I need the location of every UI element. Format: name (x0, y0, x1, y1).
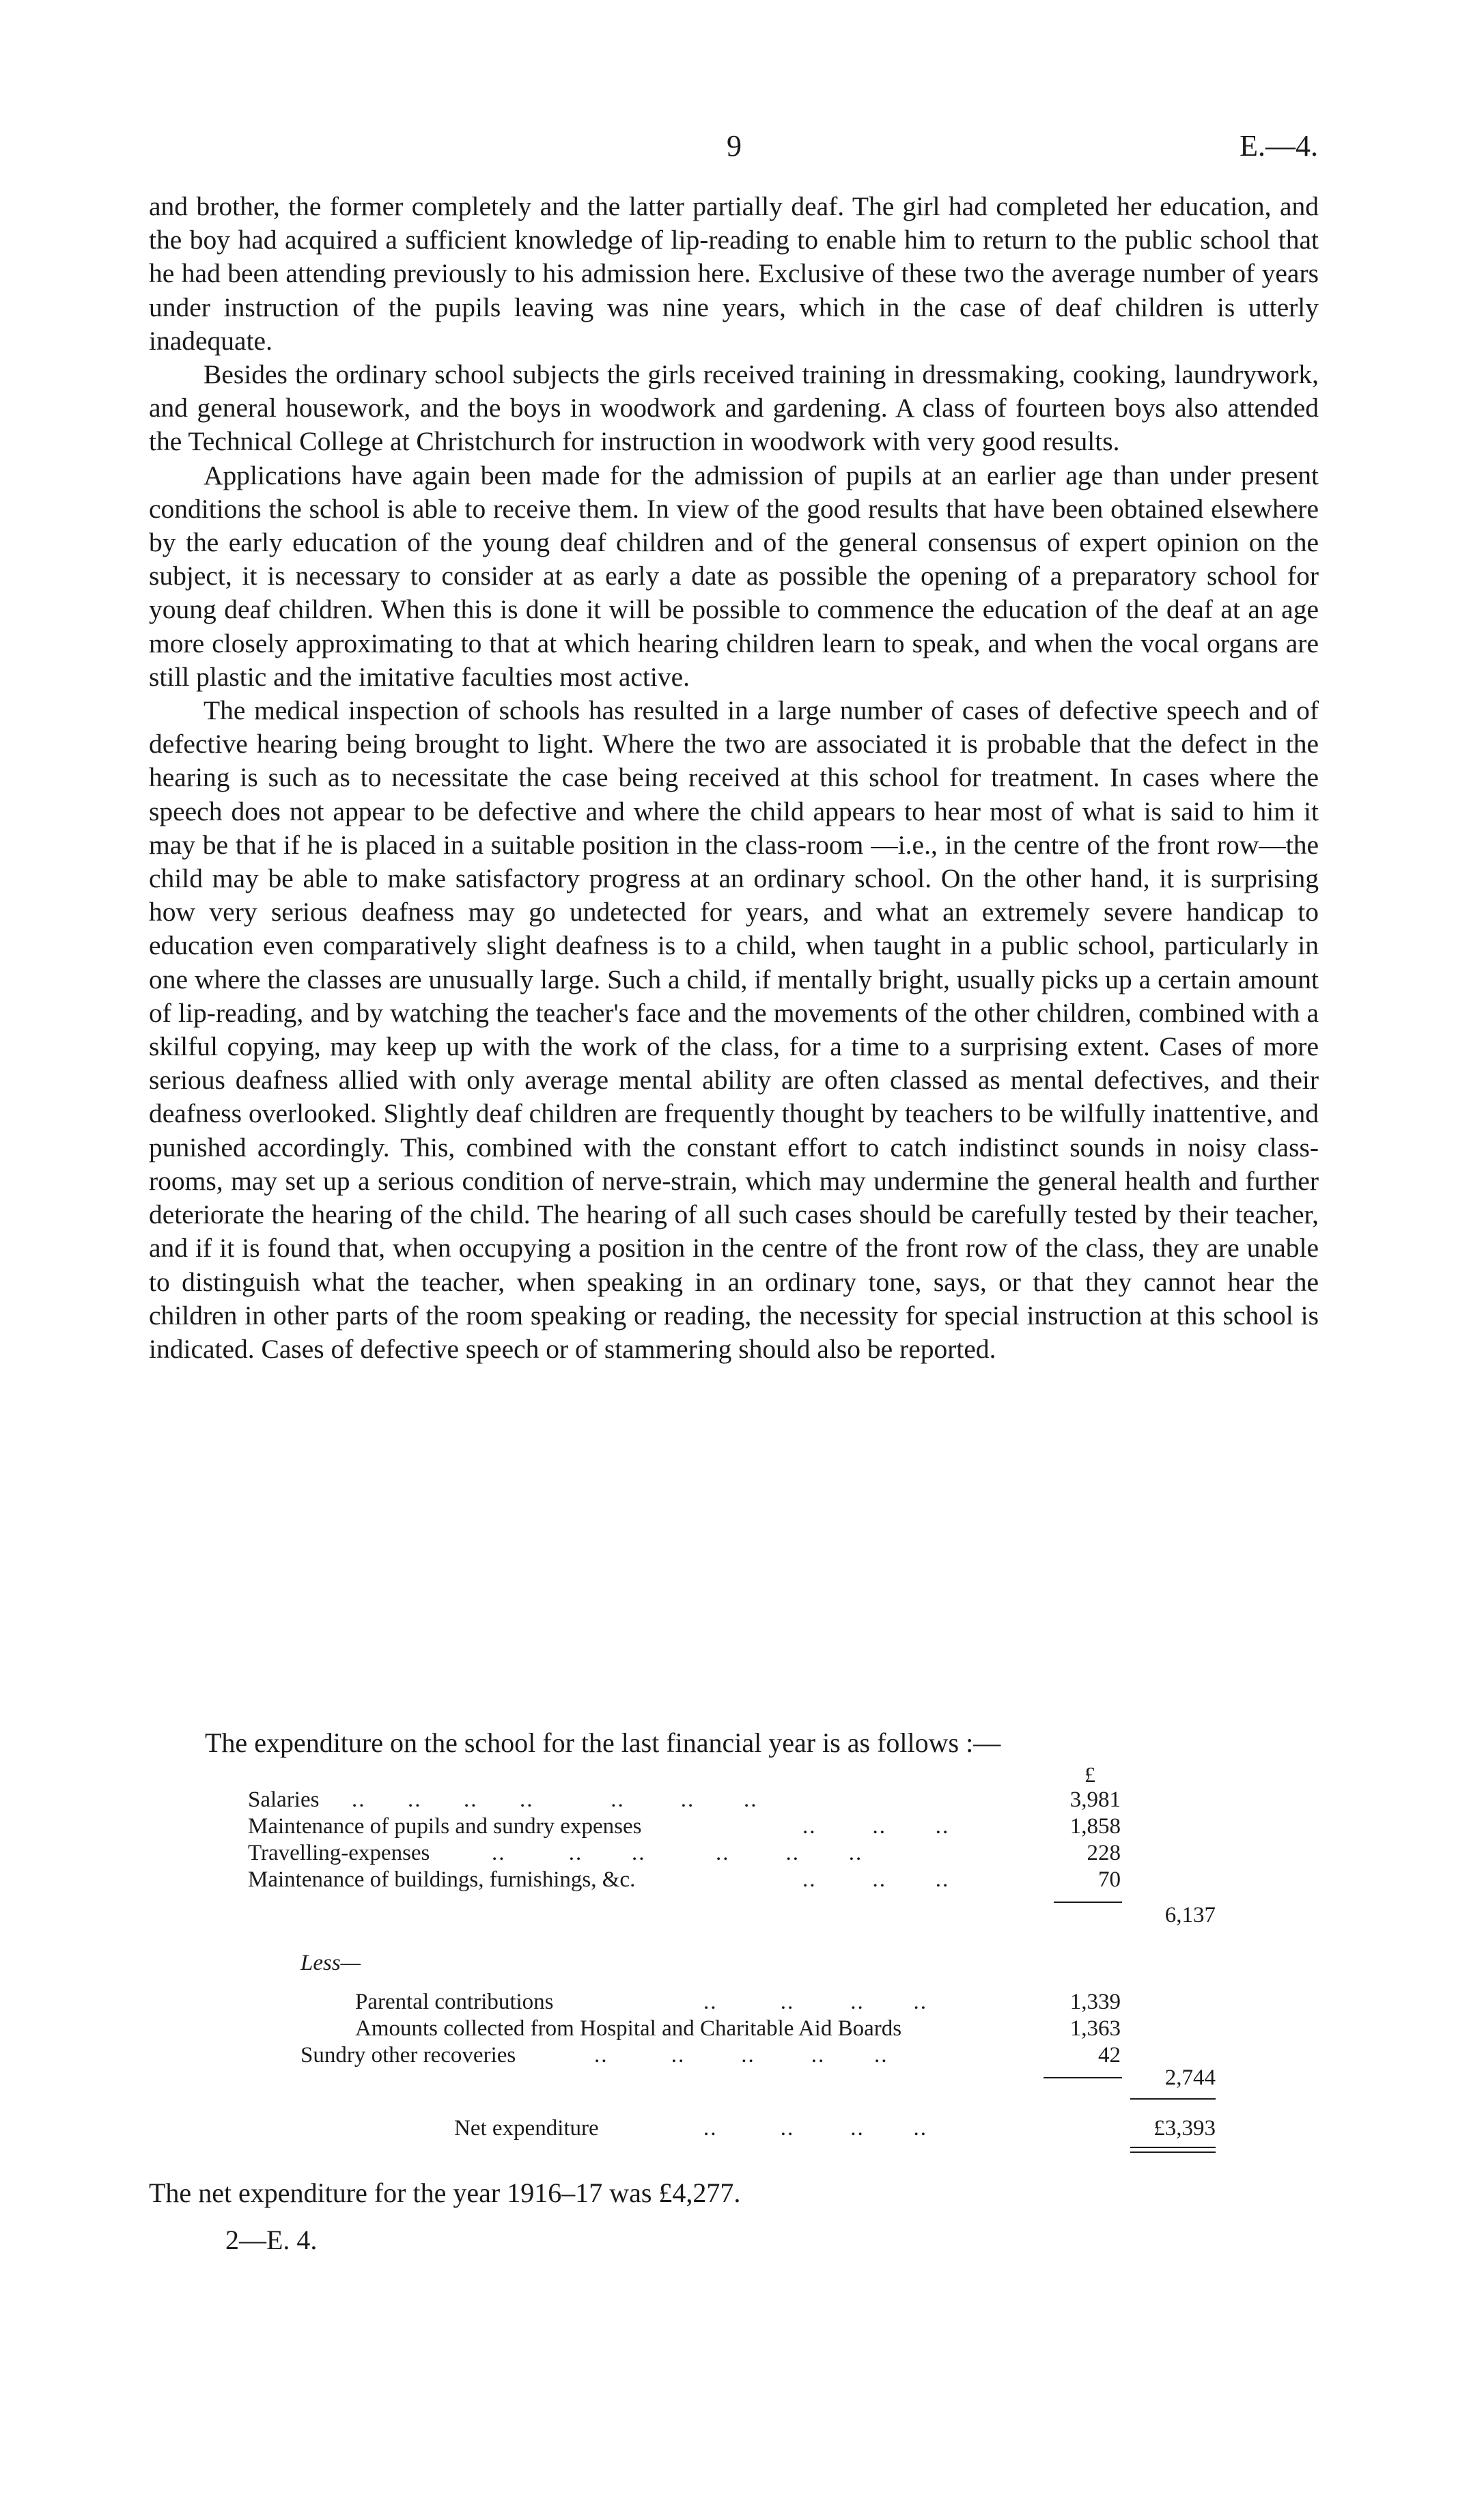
closing-line: The net expenditure for the year 1916–17 was £4,277. (149, 2177, 741, 2208)
item-label: Maintenance of pupils and sundry expenses (248, 1814, 642, 1839)
table-row: Travelling-expenses .. .. .. .. .. .. 228 (248, 1841, 1121, 1865)
gross-total: 6,137 (1164, 1903, 1216, 1927)
item-label: Travelling-expenses (248, 1841, 430, 1865)
table-row: Salaries .. .. .. .. .. .. .. 3,981 (248, 1787, 1121, 1812)
table-row (0, 2016, 1484, 2044)
net-label: Net expenditure (454, 2116, 599, 2141)
table-row (0, 1903, 1484, 1930)
paragraph-applications: Applications have again been made for the admission of pupils at an earlier age than under present conditions the school is able to receive them. In view of the good results that have been obtained elsewhere by the early education of the young deaf children and of the general consensus of expert opinion on the subject, it is necessary to consider at as early a date as possible the opening of a preparatory school for young deaf children. When this is done it will be possible to commence the education of the deaf at an age more closely approximating to that at which hearing children learn to speak, and when the vocal organs are still plastic and the imitative faculties most active. (149, 460, 1319, 692)
double-rule-top (1130, 2147, 1216, 2148)
recovery-label: Amounts collected from Hospital and Charitable Aid Boards (355, 2016, 902, 2041)
double-rule-bottom (1130, 2151, 1216, 2153)
item-amount: 228 (1087, 1841, 1121, 1865)
table-row: Maintenance of buildings, furnishings, &c. .. .. .. 70 (248, 1867, 1121, 1892)
item-amount: 1,858 (1069, 1814, 1121, 1839)
table-row: Sundry other recoveries .. .. .. .. .. 42 (300, 2043, 1121, 2067)
item-amount: 70 (1098, 1867, 1121, 1892)
less-heading: Less— (300, 1951, 361, 1975)
page-number: 9 (727, 129, 742, 163)
expenditure-intro: The expenditure on the school for the last financial year is as follows :— (205, 1727, 1001, 1758)
paragraph-medical-inspection: The medical inspection of schools has resulted in a large number of cases of defective speech and of defective hearing being brought to light. Where the two are associated it is probable that the defect in the hearing is such as to necessitate the case being received at this school for treatment. In cases where the speech does not appear to be defective and where the child appears to hear most of what is said to him it may be that if he is placed in a suitable position in the class-room —i.e., in the centre of the front row—the child may be able to make satisfactory progress at an ordinary school. On the other hand, it is surprising how very serious deafness may go undetected for years, and what an extremely severe handicap to education even comparatively slight deafness is to a child, when taught in a public school, particularly in one where the classes are unusually large. Such a child, if mentally bright, usually picks up a certain amount of lip-reading, and by watching the teacher's face and the movements of the other children, combined with a skilful copying, may keep up with the work of the class, for a time to a surprising extent. Cases of more serious deafness allied with only average mental ability are often classed as mental defectives, and their deafness overlooked. Slightly deaf children are frequently thought by teachers to be wilfully inattentive, and punished accordingly. This, combined with the constant effort to catch indistinct sounds in noisy class-rooms, may set up a serious condition of nerve-strain, which may undermine the general health and further deteriorate the hearing of the child. The hearing of all such cases should be carefully tested by their teacher, and if it is found that, when occupying a position in the centre of the front row of the class, they are unable to distinguish what the teacher, when speaking in an ordinary tone, says, or that they cannot hear the children in other parts of the room speaking or reading, the necessity for special instruction at this school is indicated. Cases of defective speech or of stammering should also be reported. (149, 695, 1319, 1364)
table-row: Net expenditure .. .. .. .. £3,393 (454, 2116, 1216, 2141)
recovery-label: Sundry other recoveries (300, 2043, 516, 2067)
item-label: Salaries (248, 1787, 320, 1812)
table-row: Parental contributions .. .. .. .. 1,339 (355, 1990, 1121, 2014)
recovery-amount: 1,363 (1069, 2016, 1121, 2041)
recovery-amount: 1,339 (1069, 1990, 1121, 2014)
currency-column-head: £ (1084, 1762, 1095, 1787)
item-label: Maintenance of buildings, furnishings, &c. (248, 1867, 636, 1892)
recovery-label: Parental contributions (355, 1990, 554, 2014)
table-row: Maintenance of pupils and sundry expenses .. .. .. 1,858 (248, 1814, 1121, 1839)
paragraph-training: Besides the ordinary school subjects the girls received training in dressmaking, cooking, laundrywork, and general housework, and the boys in woodwork and gardening. A class of fourteen boys also attended the Technical College at Christchurch for instruction in woodwork with very good results. (149, 359, 1319, 457)
recoveries-total: 2,744 (1164, 2065, 1216, 2090)
recovery-amount: 42 (1098, 2043, 1121, 2067)
signature-mark: 2—E. 4. (225, 2225, 318, 2255)
paragraph-continued: and brother, the former completely and the latter partially deaf. The girl had completed her education, and the boy had acquired a sufficient knowledge of lip-reading to enable him to return to the public school that he had been attending previously to his admission here. Exclusive of these two the average number of years under instruction of the pupils leaving was nine years, which in the case of deaf children is utterly inadequate. (149, 191, 1319, 356)
net-total: £3,393 (1153, 2116, 1216, 2141)
item-amount: 3,981 (1069, 1787, 1121, 1812)
table-row (0, 2065, 1484, 2093)
document-reference: E.—4. (1240, 129, 1318, 163)
total-rule (1130, 2098, 1216, 2100)
